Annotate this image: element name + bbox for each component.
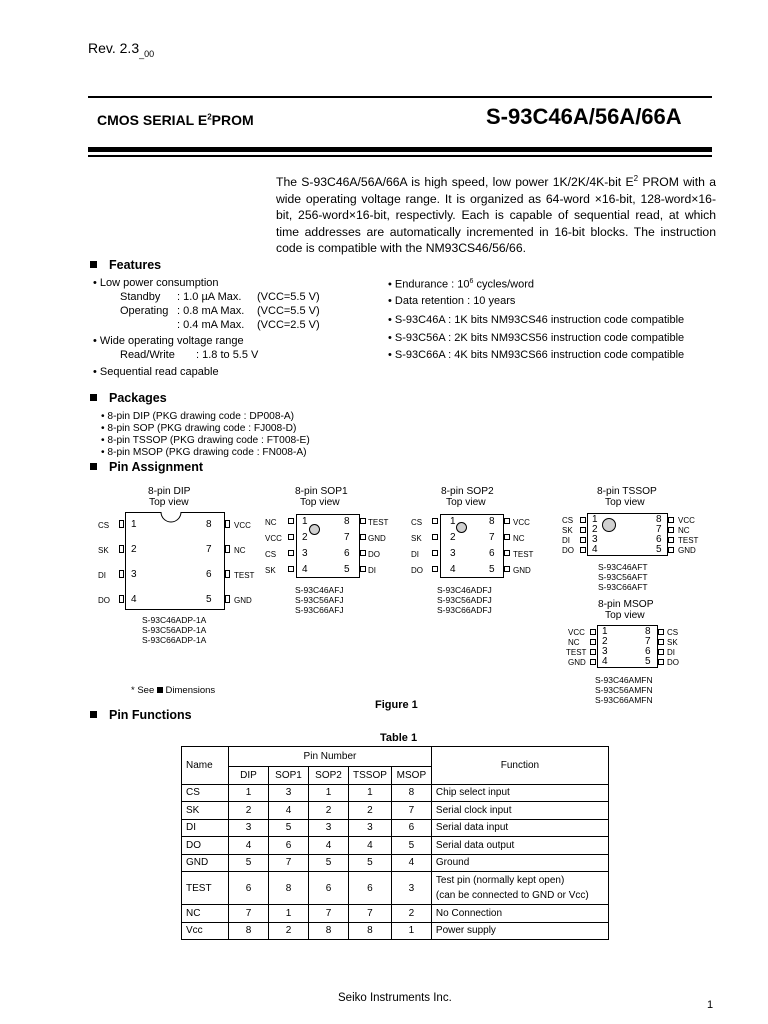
header-function: Function [431, 747, 608, 785]
dimensions-note: * See Dimensions [131, 685, 216, 696]
sop1-pin-label: GND [368, 534, 386, 543]
cell-name: SK [182, 802, 229, 820]
sop1-pin-number: 3 [302, 548, 308, 559]
tssop-pin-label: NC [678, 526, 690, 535]
sop2-pin [504, 566, 510, 572]
sop2-pin-label: DO [411, 566, 423, 575]
sop1-pin-number: 1 [302, 516, 308, 527]
cell-sop2: 2 [309, 802, 349, 820]
cell-sop2: 6 [309, 872, 349, 905]
header-rule-thick [88, 147, 712, 152]
cell-dip: 6 [229, 872, 269, 905]
table-row [182, 922, 609, 940]
tssop-title: 8-pin TSSOP [597, 486, 657, 497]
table-row [182, 872, 609, 905]
sop2-pin-number: 8 [489, 516, 495, 527]
cell-sop1: 7 [269, 854, 309, 872]
msop-pin [590, 639, 596, 645]
package-item: • 8-pin SOP (PKG drawing code : FJ008-D) [101, 423, 297, 434]
header-name: Name [182, 747, 229, 785]
msop-pin-label: TEST [566, 648, 587, 657]
cell-msop: 5 [391, 837, 431, 855]
feature-low-power: • Low power consumption [93, 277, 219, 289]
cell-msop: 4 [391, 854, 431, 872]
sop1-pin-label: TEST [368, 518, 389, 527]
cell-sop2: 3 [309, 819, 349, 837]
msop-pin-number: 8 [645, 626, 651, 637]
tssop-pin-number: 3 [592, 534, 598, 545]
msop-part-numbers: S-93C46AMFN S-93C56AMFN S-93C66AMFN [595, 675, 653, 705]
tssop-pin-label: DI [562, 536, 570, 545]
cell-sop1: 3 [269, 784, 309, 802]
footer-company: Seiko Instruments Inc. [338, 992, 452, 1004]
cell-msop: 6 [391, 819, 431, 837]
bullet-square-icon [90, 261, 97, 268]
cell-tssop: 1 [349, 784, 392, 802]
cell-dip: 3 [229, 819, 269, 837]
sop1-pin1-marker [309, 524, 320, 535]
cell-tssop: 2 [349, 802, 392, 820]
revision-label: Rev. $2.3_{\_00}$ [88, 40, 155, 59]
tssop-pin-number: 4 [592, 544, 598, 555]
sop1-pin-label: SK [265, 566, 276, 575]
sop2-pin [432, 550, 438, 556]
table-row [182, 905, 609, 923]
figure-caption: Figure 1 [375, 699, 418, 711]
msop-pin-label: NC [568, 638, 580, 647]
table-row [182, 784, 609, 802]
dip-pin-label: DO [98, 596, 110, 605]
dip-pin-label: VCC [234, 521, 251, 530]
sop1-pin [360, 550, 366, 556]
sop1-pin-number: 8 [344, 516, 350, 527]
tssop-pin1-marker [602, 518, 616, 532]
sop2-pin-number: 5 [489, 564, 495, 575]
sop2-pin-number: 1 [450, 516, 456, 527]
header-rule-top [88, 96, 712, 98]
sop2-pin-number: 3 [450, 548, 456, 559]
feature-c56: • S-93C56A : 2K bits NM93CS56 instruction code compatible [388, 332, 685, 344]
cell-tssop: 5 [349, 854, 392, 872]
sop1-pin-number: 4 [302, 564, 308, 575]
header-pin-number: Pin Number [229, 747, 432, 767]
feature-operating: Operating : 0.8 mA Max. (VCC=5.5 V) [120, 305, 320, 317]
msop-pin-number: 7 [645, 636, 651, 647]
cell-tssop: 8 [349, 922, 392, 940]
dip-pin-label: TEST [234, 571, 255, 580]
sop2-pin-label: VCC [513, 518, 530, 527]
table-header-row [182, 747, 609, 767]
cell-dip: 7 [229, 905, 269, 923]
cell-msop: 3 [391, 872, 431, 905]
cell-tssop: 6 [349, 872, 392, 905]
cell-msop: 1 [391, 922, 431, 940]
cell-function: Serial data input [431, 819, 608, 837]
cell-tssop: 7 [349, 905, 392, 923]
cell-sop1: 8 [269, 872, 309, 905]
sop2-pin [432, 534, 438, 540]
dip-pin [225, 545, 230, 553]
tssop-pin-number: 8 [656, 514, 662, 525]
msop-pin-number: 4 [602, 656, 608, 667]
tssop-pin [580, 527, 586, 533]
msop-pin-label: SK [667, 638, 678, 647]
cell-dip: 4 [229, 837, 269, 855]
sop1-pin-number: 7 [344, 532, 350, 543]
sop1-pin [360, 566, 366, 572]
cell-tssop: 4 [349, 837, 392, 855]
msop-pin-number: 6 [645, 646, 651, 657]
dip-pin-number: 1 [131, 519, 137, 530]
product-line: CMOS SERIAL $E^2PROM$ [97, 112, 254, 128]
features-heading: Features [90, 258, 161, 272]
tssop-pin [580, 537, 586, 543]
sop1-pin-label: CS [265, 550, 277, 559]
sop1-part-numbers: S-93C46AFJ S-93C56AFJ S-93C66AFJ [295, 585, 344, 615]
msop-pin [658, 639, 664, 645]
dip-title: 8-pin DIP [148, 486, 191, 497]
bullet-square-icon [90, 463, 97, 470]
feature-c46: • S-93C46A : 1K bits NM93CS46 instruction code compatible [388, 314, 685, 326]
cell-sop2: 4 [309, 837, 349, 855]
dip-pin [225, 595, 230, 603]
header-sop1: SOP1 [269, 767, 309, 785]
sop1-pin [288, 518, 294, 524]
cell-dip: 5 [229, 854, 269, 872]
cell-dip: 1 [229, 784, 269, 802]
cell-dip: 2 [229, 802, 269, 820]
dip-pin [225, 570, 230, 578]
sop1-pin-number: 2 [302, 532, 308, 543]
cell-sop2: 8 [309, 922, 349, 940]
tssop-pin-label: GND [678, 546, 696, 555]
msop-pin [658, 659, 664, 665]
sop1-pin-label: DO [368, 550, 380, 559]
sop1-pin-label: NC [265, 518, 277, 527]
sop2-pin-number: 7 [489, 532, 495, 543]
msop-pin-label: DI [667, 648, 675, 657]
sop2-pin [432, 518, 438, 524]
cell-msop: 7 [391, 802, 431, 820]
sop2-pin-label: TEST [513, 550, 534, 559]
sop2-pin [504, 534, 510, 540]
sop2-title: 8-pin SOP2 [441, 486, 494, 497]
cell-tssop: 3 [349, 819, 392, 837]
msop-pin-number: 1 [602, 626, 608, 637]
cell-sop2: 7 [309, 905, 349, 923]
bullet-square-icon [157, 687, 163, 693]
sop2-part-numbers: S-93C46ADFJ S-93C56ADFJ S-93C66ADFJ [437, 585, 492, 615]
dip-pin-number: 5 [206, 594, 212, 605]
tssop-part-numbers: S-93C46AFT S-93C56AFT S-93C66AFT [598, 562, 648, 592]
dip-pin-label: SK [98, 546, 109, 555]
intro-paragraph: The S-93C46A/56A/66A is high speed, low power 1K/2K/4K-bit $E^2$ PROM with a wide operating voltage range. It is organized as 64-word ×16-bit, 128-word×16-bit, 256-word×16-bit, respectivly. Each is capable of sequential read, at which time addresses are automatically incremented in 16-bit blocks. The instruction code is compatible with the NM93CS46/56/66. [276, 174, 716, 256]
pin-functions-heading: Pin Functions [90, 708, 192, 722]
sop2-pin-number: 2 [450, 532, 456, 543]
dip-pin-number: 8 [206, 519, 212, 530]
tssop-pin-label: CS [562, 516, 574, 525]
tssop-pin [580, 517, 586, 523]
tssop-pin [668, 537, 674, 543]
sop2-pin [432, 566, 438, 572]
dip-pin [119, 520, 124, 528]
cell-function: Ground [431, 854, 608, 872]
cell-msop: 2 [391, 905, 431, 923]
feature-sequential: • Sequential read capable [93, 366, 219, 378]
cell-function: No Connection [431, 905, 608, 923]
tssop-pin [580, 547, 586, 553]
packages-heading: Packages [90, 391, 167, 405]
cell-sop1: 4 [269, 802, 309, 820]
cell-function: Serial clock input [431, 802, 608, 820]
cell-function: Serial data output [431, 837, 608, 855]
header-tssop: TSSOP [349, 767, 392, 785]
sop2-pin-label: SK [411, 534, 422, 543]
feature-retention: • Data retention : 10 years [388, 295, 516, 307]
tssop-pin-number: 7 [656, 524, 662, 535]
msop-pin [590, 629, 596, 635]
cell-sop2: 5 [309, 854, 349, 872]
table-caption: Table 1 [380, 732, 418, 744]
msop-pin [658, 649, 664, 655]
sop1-top-view: Top view [300, 497, 340, 508]
header-msop: MSOP [391, 767, 431, 785]
tssop-pin [668, 547, 674, 553]
msop-pin-label: DO [667, 658, 679, 667]
sop2-pin-number: 6 [489, 548, 495, 559]
feature-endurance: • Endurance : $10^6$ cycles/word [388, 278, 534, 291]
dip-pin [119, 595, 124, 603]
cell-sop1: 2 [269, 922, 309, 940]
cell-name: GND [182, 854, 229, 872]
header-rule-bottom [88, 155, 712, 157]
sop1-pin [360, 534, 366, 540]
sop2-pin-number: 4 [450, 564, 456, 575]
feature-read-write: Read/Write : 1.8 to 5.5 V [120, 349, 259, 361]
msop-pin-label: CS [667, 628, 679, 637]
sop1-pin-label: DI [368, 566, 376, 575]
tssop-pin-label: VCC [678, 516, 695, 525]
cell-sop1: 5 [269, 819, 309, 837]
table-row [182, 819, 609, 837]
package-item: • 8-pin DIP (PKG drawing code : DP008-A) [101, 411, 295, 422]
sop1-title: 8-pin SOP1 [295, 486, 348, 497]
tssop-pin [668, 527, 674, 533]
sop1-pin-number: 6 [344, 548, 350, 559]
msop-title: 8-pin MSOP [598, 599, 654, 610]
msop-pin [590, 659, 596, 665]
dip-part-numbers: S-93C46ADP-1A S-93C56ADP-1A S-93C66ADP-1A [142, 615, 207, 645]
feature-standby: Standby : 1.0 µA Max. (VCC=5.5 V) [120, 291, 320, 303]
feature-c66: • S-93C66A : 4K bits NM93CS66 instruction code compatible [388, 349, 685, 361]
dip-pin-label: CS [98, 521, 110, 530]
sop2-pin [504, 518, 510, 524]
bullet-square-icon [90, 711, 97, 718]
sop2-pin [504, 550, 510, 556]
cell-name: DO [182, 837, 229, 855]
tssop-pin-number: 6 [656, 534, 662, 545]
sop2-pin-label: DI [411, 550, 419, 559]
msop-pin [590, 649, 596, 655]
msop-pin-label: VCC [568, 628, 585, 637]
table-row [182, 837, 609, 855]
sop2-pin-label: CS [411, 518, 423, 527]
cell-function: Test pin (normally kept open) (can be connected to GND or Vcc) [431, 872, 608, 905]
sop2-pin-label: NC [513, 534, 525, 543]
dip-pin-number: 7 [206, 544, 212, 555]
tssop-pin [668, 517, 674, 523]
cell-function: Chip select input [431, 784, 608, 802]
sop1-pin [288, 566, 294, 572]
sop1-pin [360, 518, 366, 524]
tssop-pin-number: 1 [592, 514, 598, 525]
tssop-top-view: Top view [605, 497, 645, 508]
feature-wide-voltage: • Wide operating voltage range [93, 335, 244, 347]
dip-top-view: Top view [149, 497, 189, 508]
msop-pin [658, 629, 664, 635]
sop1-pin [288, 534, 294, 540]
sop1-pin-number: 5 [344, 564, 350, 575]
dip-pin-number: 6 [206, 569, 212, 580]
cell-function: Power supply [431, 922, 608, 940]
tssop-pin-label: TEST [678, 536, 699, 545]
pin-assignment-heading: Pin Assignment [90, 460, 203, 474]
dip-pin-number: 2 [131, 544, 137, 555]
tssop-pin-number: 2 [592, 524, 598, 535]
part-number-title: S-93C46A/56A/66A [486, 104, 682, 129]
dip-notch [160, 511, 182, 523]
cell-sop1: 1 [269, 905, 309, 923]
cell-msop: 8 [391, 784, 431, 802]
msop-pin-number: 2 [602, 636, 608, 647]
tssop-pin-label: DO [562, 546, 574, 555]
dip-pin-number: 3 [131, 569, 137, 580]
package-item: • 8-pin MSOP (PKG drawing code : FN008-A) [101, 447, 307, 458]
dip-pin [119, 570, 124, 578]
cell-name: NC [182, 905, 229, 923]
pin-functions-table [181, 746, 609, 940]
cell-name: Vcc [182, 922, 229, 940]
dip-pin-number: 4 [131, 594, 137, 605]
dip-pin [119, 545, 124, 553]
dip-pin-label: GND [234, 596, 252, 605]
feature-operating-2: : 0.4 mA Max. (VCC=2.5 V) [177, 319, 320, 331]
table-row [182, 854, 609, 872]
msop-pin-number: 3 [602, 646, 608, 657]
cell-name: DI [182, 819, 229, 837]
table-row [182, 802, 609, 820]
cell-name: CS [182, 784, 229, 802]
header-dip: DIP [229, 767, 269, 785]
msop-pin-number: 5 [645, 656, 651, 667]
cell-dip: 8 [229, 922, 269, 940]
dip-pin-label: NC [234, 546, 246, 555]
bullet-square-icon [90, 394, 97, 401]
dip-pin [225, 520, 230, 528]
msop-pin-label: GND [568, 658, 586, 667]
sop2-pin-label: GND [513, 566, 531, 575]
sop1-pin-label: VCC [265, 534, 282, 543]
tssop-pin-label: SK [562, 526, 573, 535]
cell-sop1: 6 [269, 837, 309, 855]
msop-top-view: Top view [605, 610, 645, 621]
header-sop2: SOP2 [309, 767, 349, 785]
tssop-pin-number: 5 [656, 544, 662, 555]
package-item: • 8-pin TSSOP (PKG drawing code : FT008-E) [101, 435, 310, 446]
sop1-pin [288, 550, 294, 556]
sop2-top-view: Top view [446, 497, 486, 508]
page-number: 1 [707, 999, 714, 1011]
dip-pin-label: DI [98, 571, 106, 580]
sop2-pin1-marker [456, 522, 467, 533]
cell-sop2: 1 [309, 784, 349, 802]
cell-name: TEST [182, 872, 229, 905]
